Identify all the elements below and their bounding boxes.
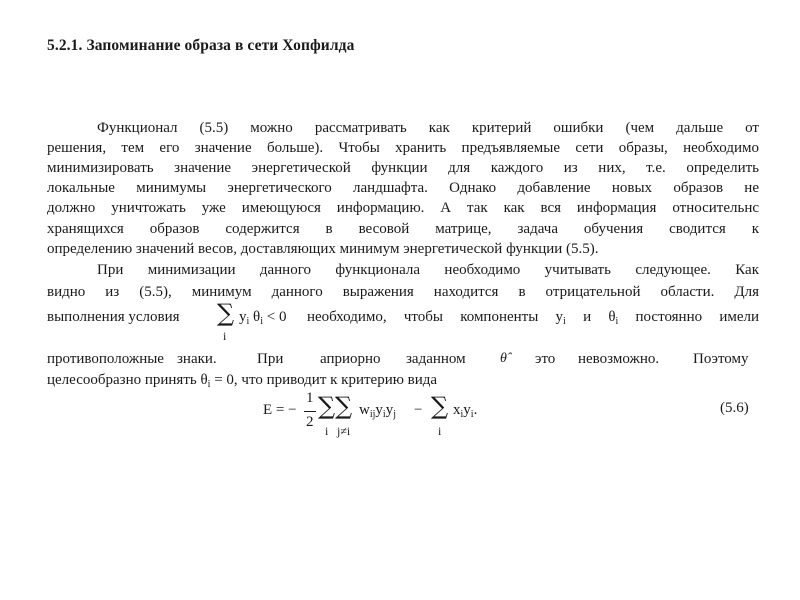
condition-text-after: необходимо, чтобы компоненты $y_i$ и $\theta_i$ постоянно имели bbox=[307, 309, 760, 327]
formula-denominator: 2 bbox=[306, 414, 314, 430]
paragraph-line: локальные минимумы энергетического ландшафта. Однако добавление новых образов не bbox=[47, 180, 759, 196]
paragraph-line: Функционал (5.5) можно рассматривать как критерий ошибки (чем дальше от bbox=[97, 120, 759, 136]
formula-term-x: $x_iy_i$. bbox=[453, 402, 478, 420]
sum-symbol: ∑ bbox=[318, 392, 336, 420]
formula-lhs: E = − bbox=[263, 402, 297, 418]
section-heading: 5.2.1. Запоминание образа в сети Хопфилда bbox=[47, 37, 355, 54]
paragraph-line: целесообразно принять $\theta_i = 0$, что приводит к критерию вида bbox=[47, 372, 438, 390]
sum-symbol: ∑ bbox=[217, 299, 235, 327]
energy-formula bbox=[263, 390, 523, 442]
sum-index: i bbox=[325, 424, 329, 438]
paragraph-line: противоположные знаки. При априорно заданном θ̂ это невозможно. Поэтому bbox=[47, 351, 749, 367]
formula-minus: − bbox=[414, 402, 423, 418]
condition-text-before: выполнения условия bbox=[47, 309, 180, 325]
sum-index: i bbox=[223, 329, 227, 343]
paragraph-line: минимизировать значение энергетической функции для каждого из них, т.е. определить bbox=[47, 160, 759, 176]
sum-index: j≠i bbox=[337, 424, 351, 438]
formula-term-w: $w_{ij}y_iy_j$ bbox=[359, 402, 396, 420]
sum-index: i bbox=[438, 424, 442, 438]
paragraph-line: При минимизации данного функционала необходимо учитывать следующее. Как bbox=[97, 262, 759, 278]
equation-number: (5.6) bbox=[720, 400, 749, 416]
condition-expression: $y_i$ $\theta_i < 0$ bbox=[239, 309, 287, 327]
sum-symbol: ∑ bbox=[431, 392, 449, 420]
condition-line bbox=[47, 301, 759, 345]
fraction-bar bbox=[304, 411, 316, 412]
paragraph-line: определению значений весов, доставляющих минимум энергетической функции (5.5). bbox=[47, 241, 599, 257]
paragraph-line: хранящихся образов содержится в весовой матрице, задача обучения сводится к bbox=[47, 221, 759, 237]
paragraph-line: решения, тем его значение больше). Чтобы хранить предъявляемые сети образы, необходимо bbox=[47, 140, 759, 156]
paragraph-line: должно уничтожать уже имеющуюся информацию. А так как вся информация относительнс bbox=[47, 200, 759, 216]
formula-numerator: 1 bbox=[306, 390, 314, 406]
sum-symbol: ∑ bbox=[335, 392, 353, 420]
paragraph-line: видно из (5.5), минимум данного выражения находится в отрицательной области. Для bbox=[47, 284, 759, 300]
theta-symbol: θ̂ bbox=[500, 351, 507, 366]
